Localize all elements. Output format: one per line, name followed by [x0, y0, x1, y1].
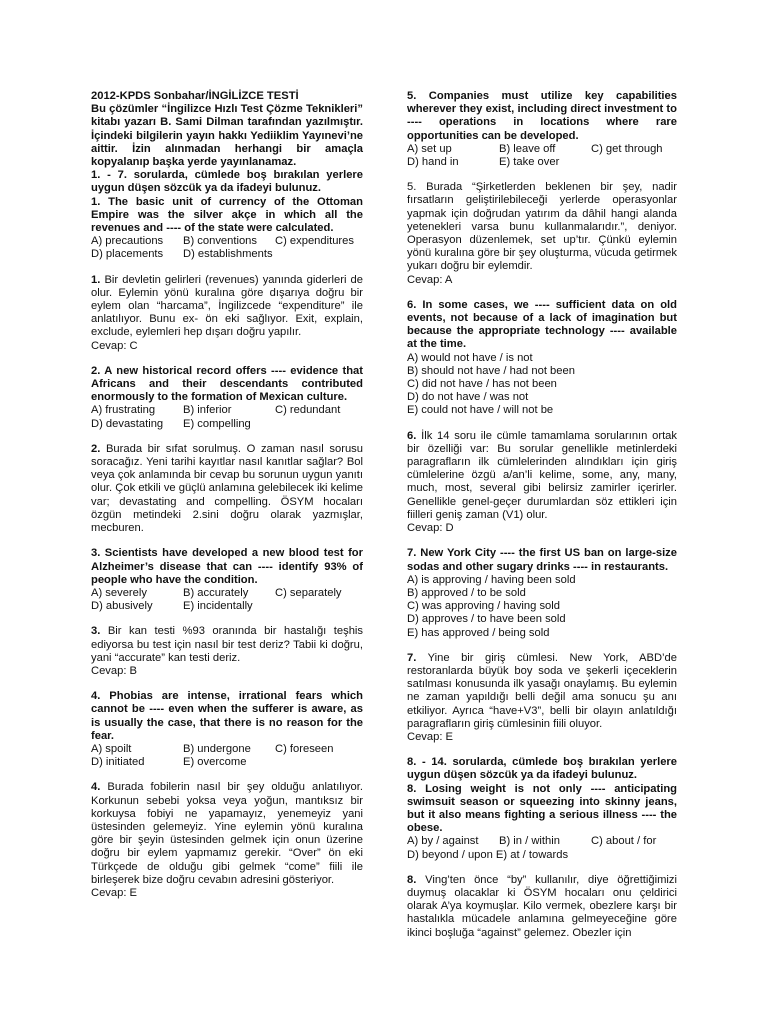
option-d: D) hand in: [407, 156, 459, 169]
answer: Cevap: B: [91, 664, 138, 677]
question-text: 2. A new historical record offers ---- evidence that Africans and their descendants contributed enormously to the formation of Mexican culture.: [91, 364, 363, 404]
option-e: E) take over: [499, 156, 560, 169]
options-row: [91, 418, 363, 431]
option-c: C) redundant: [275, 404, 341, 417]
explanation-text: 7. Yine bir giriş cümlesi. New York, ABD’de restoranlarda büyük boy soda ve şekerli içeceklerin satılması konusunda ilk yasağı onaylamış. Bu eylemin ne zaman yapıldığı belli değil ama sonucu şu anı etkiliyor. Ayrıca “have+V3”, belli bir olayın anlatıldığı paragrafların giriş cümlesinin fiili oluyor.: [407, 651, 677, 730]
option-d: D) abusively: [91, 600, 153, 613]
option-a: A) frustrating: [91, 404, 156, 417]
option-e: E) compelling: [183, 417, 251, 430]
question-text: 8. Losing weight is not only ---- anticipating swimsuit season or squeezing into skinny jeans, but it also means fighting a serious illness ---- the obese.: [407, 782, 677, 835]
option-e: D) establishments: [183, 248, 273, 261]
option-d-e: D) beyond / upon E) at / towards: [407, 848, 569, 861]
options-row: [407, 835, 677, 848]
question-text: 6. In some cases, we ---- sufficient data on old events, not because of a lack of imagination but because the appropriate technology ---- available at the time.: [407, 298, 677, 351]
option-c: C) did not have / has not been: [407, 378, 557, 391]
option-b: B) approved / to be sold: [407, 586, 526, 599]
option-a: A) spoilt: [91, 742, 132, 755]
option-a: A) precautions: [91, 235, 164, 248]
question-7: [407, 547, 677, 639]
option-e: E) overcome: [183, 756, 247, 769]
explanation-text: 6. İlk 14 soru ile cümle tamamlama sorularının ortak bir özelliği var: Bu sorular genellikle metinlerdeki paragrafların ilk cümlelerinden alındıkları için giriş cümlelerine özgü a/an’li kelime, some, any, many, much, most, several gibi belirsiz zamirler içerirler. Genellikle genel-geçer durumlardan söz ettikleri için fiilleri geniş zaman (V1) olur.: [407, 429, 677, 521]
answer: Cevap: E: [407, 730, 454, 743]
option-a: A) is approving / having been sold: [407, 573, 576, 586]
options-row: [91, 404, 363, 417]
explanation-text: 8. Ving’ten önce “by” kullanılır, diye öğrettiğimizi duymuş olacaklar ki ÖSYM hocaları onu çeldirici olarak A’ya koymuşlar. Kilo vermek, obezlere karşı bir hastalıkla mücadele anlamına gelmeyeceğine göre ikinci boşluğa “against” gelemez. Obezler için: [407, 873, 677, 939]
explanation-4: [91, 781, 363, 900]
option-a: A) would not have / is not: [407, 351, 533, 364]
explanation-text: 2. Burada bir sıfat sorulmuş. O zaman nasıl sorusu soracağız. Yeni tarihi kayıtlar nasıl kanıtlar sağlar? Bol veya çok anlamında bir cevap bu sorunun uygun yanıtı olur. Çok etkili ve güçlü anlamına gelebilecek iki kelime var; devastating and compelling. ÖSYM hocaları özgün metindeki 2.sini doğru olarak yazmışlar, mecburen.: [91, 442, 363, 535]
options-row: [91, 743, 363, 756]
explanation-7: [407, 652, 677, 744]
answer: Cevap: A: [407, 273, 453, 286]
question-4: [91, 690, 363, 769]
option-b: B) leave off: [499, 142, 556, 155]
options-row: [407, 156, 677, 169]
option-c: C) was approving / having sold: [407, 600, 560, 613]
options-row: [91, 248, 363, 261]
question-6: [407, 299, 677, 418]
question-5: [407, 90, 677, 169]
section-instruction: 8. - 14. sorularda, cümlede boş bırakılan yerlere uygun düşen sözcük ya da ifadeyi bulunuz.: [407, 756, 677, 782]
option-b: B) should not have / had not been: [407, 364, 575, 377]
question-8: [407, 783, 677, 862]
option-b: B) accurately: [183, 586, 249, 599]
option-b: B) conventions: [183, 235, 258, 248]
option-c: C) about / for: [591, 835, 657, 848]
options-row: [407, 143, 677, 156]
question-text: 3. Scientists have developed a new blood test for Alzheimer’s disease that can ---- identify 93% of people who have the condition.: [91, 547, 363, 586]
option-d: D) placements: [91, 248, 164, 261]
option-e: E) could not have / will not be: [407, 404, 554, 417]
option-b: B) in / within: [499, 835, 560, 848]
option-c: C) foreseen: [275, 742, 334, 755]
explanation-3: [91, 625, 363, 678]
right-column: [407, 90, 677, 952]
explanation-6: [407, 430, 677, 536]
answer: Cevap: C: [91, 339, 138, 352]
question-text: 1. The basic unit of currency of the Ottoman Empire was the silver akçe in which all the revenues and ---- of the state were calculated.: [91, 195, 363, 235]
option-b: B) inferior: [183, 404, 232, 417]
options-row: [91, 756, 363, 769]
document-title: 2012-KPDS Sonbahar/İNGİLİZCE TESTİ: [91, 90, 299, 102]
explanation-text: 4. Burada fobilerin nasıl bir şey olduğu anlatılıyor. Korkunun sebebi yoksa veya yoğun, mantıksız bir korkuysa fobiyi ne yapamayız, yenemeyiz yani üstesinden gelemeyiz. Yine eylemin yönü kuralına göre bir şeyin üstesinden gelmek için onun üzerine doğru bir eylem yapmamız gerekir. “Over” ön eki Türkçede de olduğu gibi gelmek “come” fiili ile birleşerek bize doğru cevabın adresini gösteriyor.: [91, 781, 363, 886]
option-c: C) get through: [591, 142, 663, 155]
option-d: D) initiated: [91, 756, 145, 769]
option-d: D) approves / to have been sold: [407, 613, 566, 626]
option-a: A) set up: [407, 142, 452, 155]
options-row: [91, 587, 363, 600]
option-e: E) incidentally: [183, 600, 253, 613]
explanation-2: [91, 443, 363, 535]
question-text: 7. New York City ---- the first US ban on large-size sodas and other sugary drinks ---- in restaurants.: [407, 547, 677, 573]
option-a: A) severely: [91, 586, 147, 599]
explanation-1: [91, 274, 363, 353]
question-2: [91, 365, 363, 431]
options-row: [407, 849, 677, 862]
question-3: [91, 547, 363, 613]
left-column: [91, 90, 363, 912]
option-d: D) do not have / was not: [407, 391, 529, 404]
option-c: C) separately: [275, 586, 342, 599]
explanation-8: [407, 874, 677, 940]
options-row: [91, 235, 363, 248]
option-d: D) devastating: [91, 417, 164, 430]
options-row: [91, 600, 363, 613]
copyright-notice: Bu çözümler “İngilizce Hızlı Test Çözme Teknikleri” kitabı yazarı B. Sami Dilman tarafından yazılmıştır. İçindeki bilgilerin yayın hakkı Yediiklim Yayınevi’ne aittir. İzin alınmadan herhangi bir amaçla kopyalanıp başka yerde yayınlanamaz.: [91, 103, 363, 169]
question-1: [91, 196, 363, 262]
answer: Cevap: E: [91, 886, 138, 899]
explanation-text: 5. Burada “Şirketlerden beklenen bir şey, nadir fırsatların geliştirilebileceği yerlerde operasyonlar yapmak için doğrudan yatırım da dâhil hangi alanda yetenekleri varsa bunu kullanmalarıdır.”, deniyor. Operasyon düzenlemek, set up’tır. Çünkü eylemin yönü kuralına göre bir şey oluşturma, vücuda getirmek yukarı doğru bir eylemdir.: [407, 181, 677, 273]
option-a: A) by / against: [407, 835, 479, 848]
option-e: E) has approved / being sold: [407, 626, 550, 639]
option-b: B) undergone: [183, 742, 251, 755]
section-instruction: 1. - 7. sorularda, cümlede boş bırakılan yerlere uygun düşen sözcük ya da ifadeyi bulunuz.: [91, 169, 363, 195]
explanation-text: 1. Bir devletin gelirleri (revenues) yanında giderleri de olur. Eylemin yönü kuralına göre dışarıya doğru bir eylem olan “harcama”, İngilizcede “expenditure” ile anlatılıyor. Bunu ex- ön eki sağlıyor. Exit, explain, exclude, eylemleri hep dışarı doğru yapılır.: [91, 273, 363, 339]
question-text: 4. Phobias are intense, irrational fears which cannot be ---- even when the sufferer is aware, as is usually the case, that there is no reason for the fear.: [91, 690, 363, 742]
explanation-text: 3. Bir kan testi %93 oranında bir hastalığı teşhis ediyorsa bu test için nasıl bir test deriz? Tabii ki doğru, yani “accurate” kan testi deriz.: [91, 625, 363, 664]
explanation-5: [407, 181, 677, 287]
option-c: C) expenditures: [275, 235, 354, 248]
question-text: 5. Companies must utilize key capabilities wherever they exist, including direct investment to ---- operations in locations where rare opportunities can be developed.: [407, 90, 677, 142]
answer: Cevap: D: [407, 522, 454, 535]
